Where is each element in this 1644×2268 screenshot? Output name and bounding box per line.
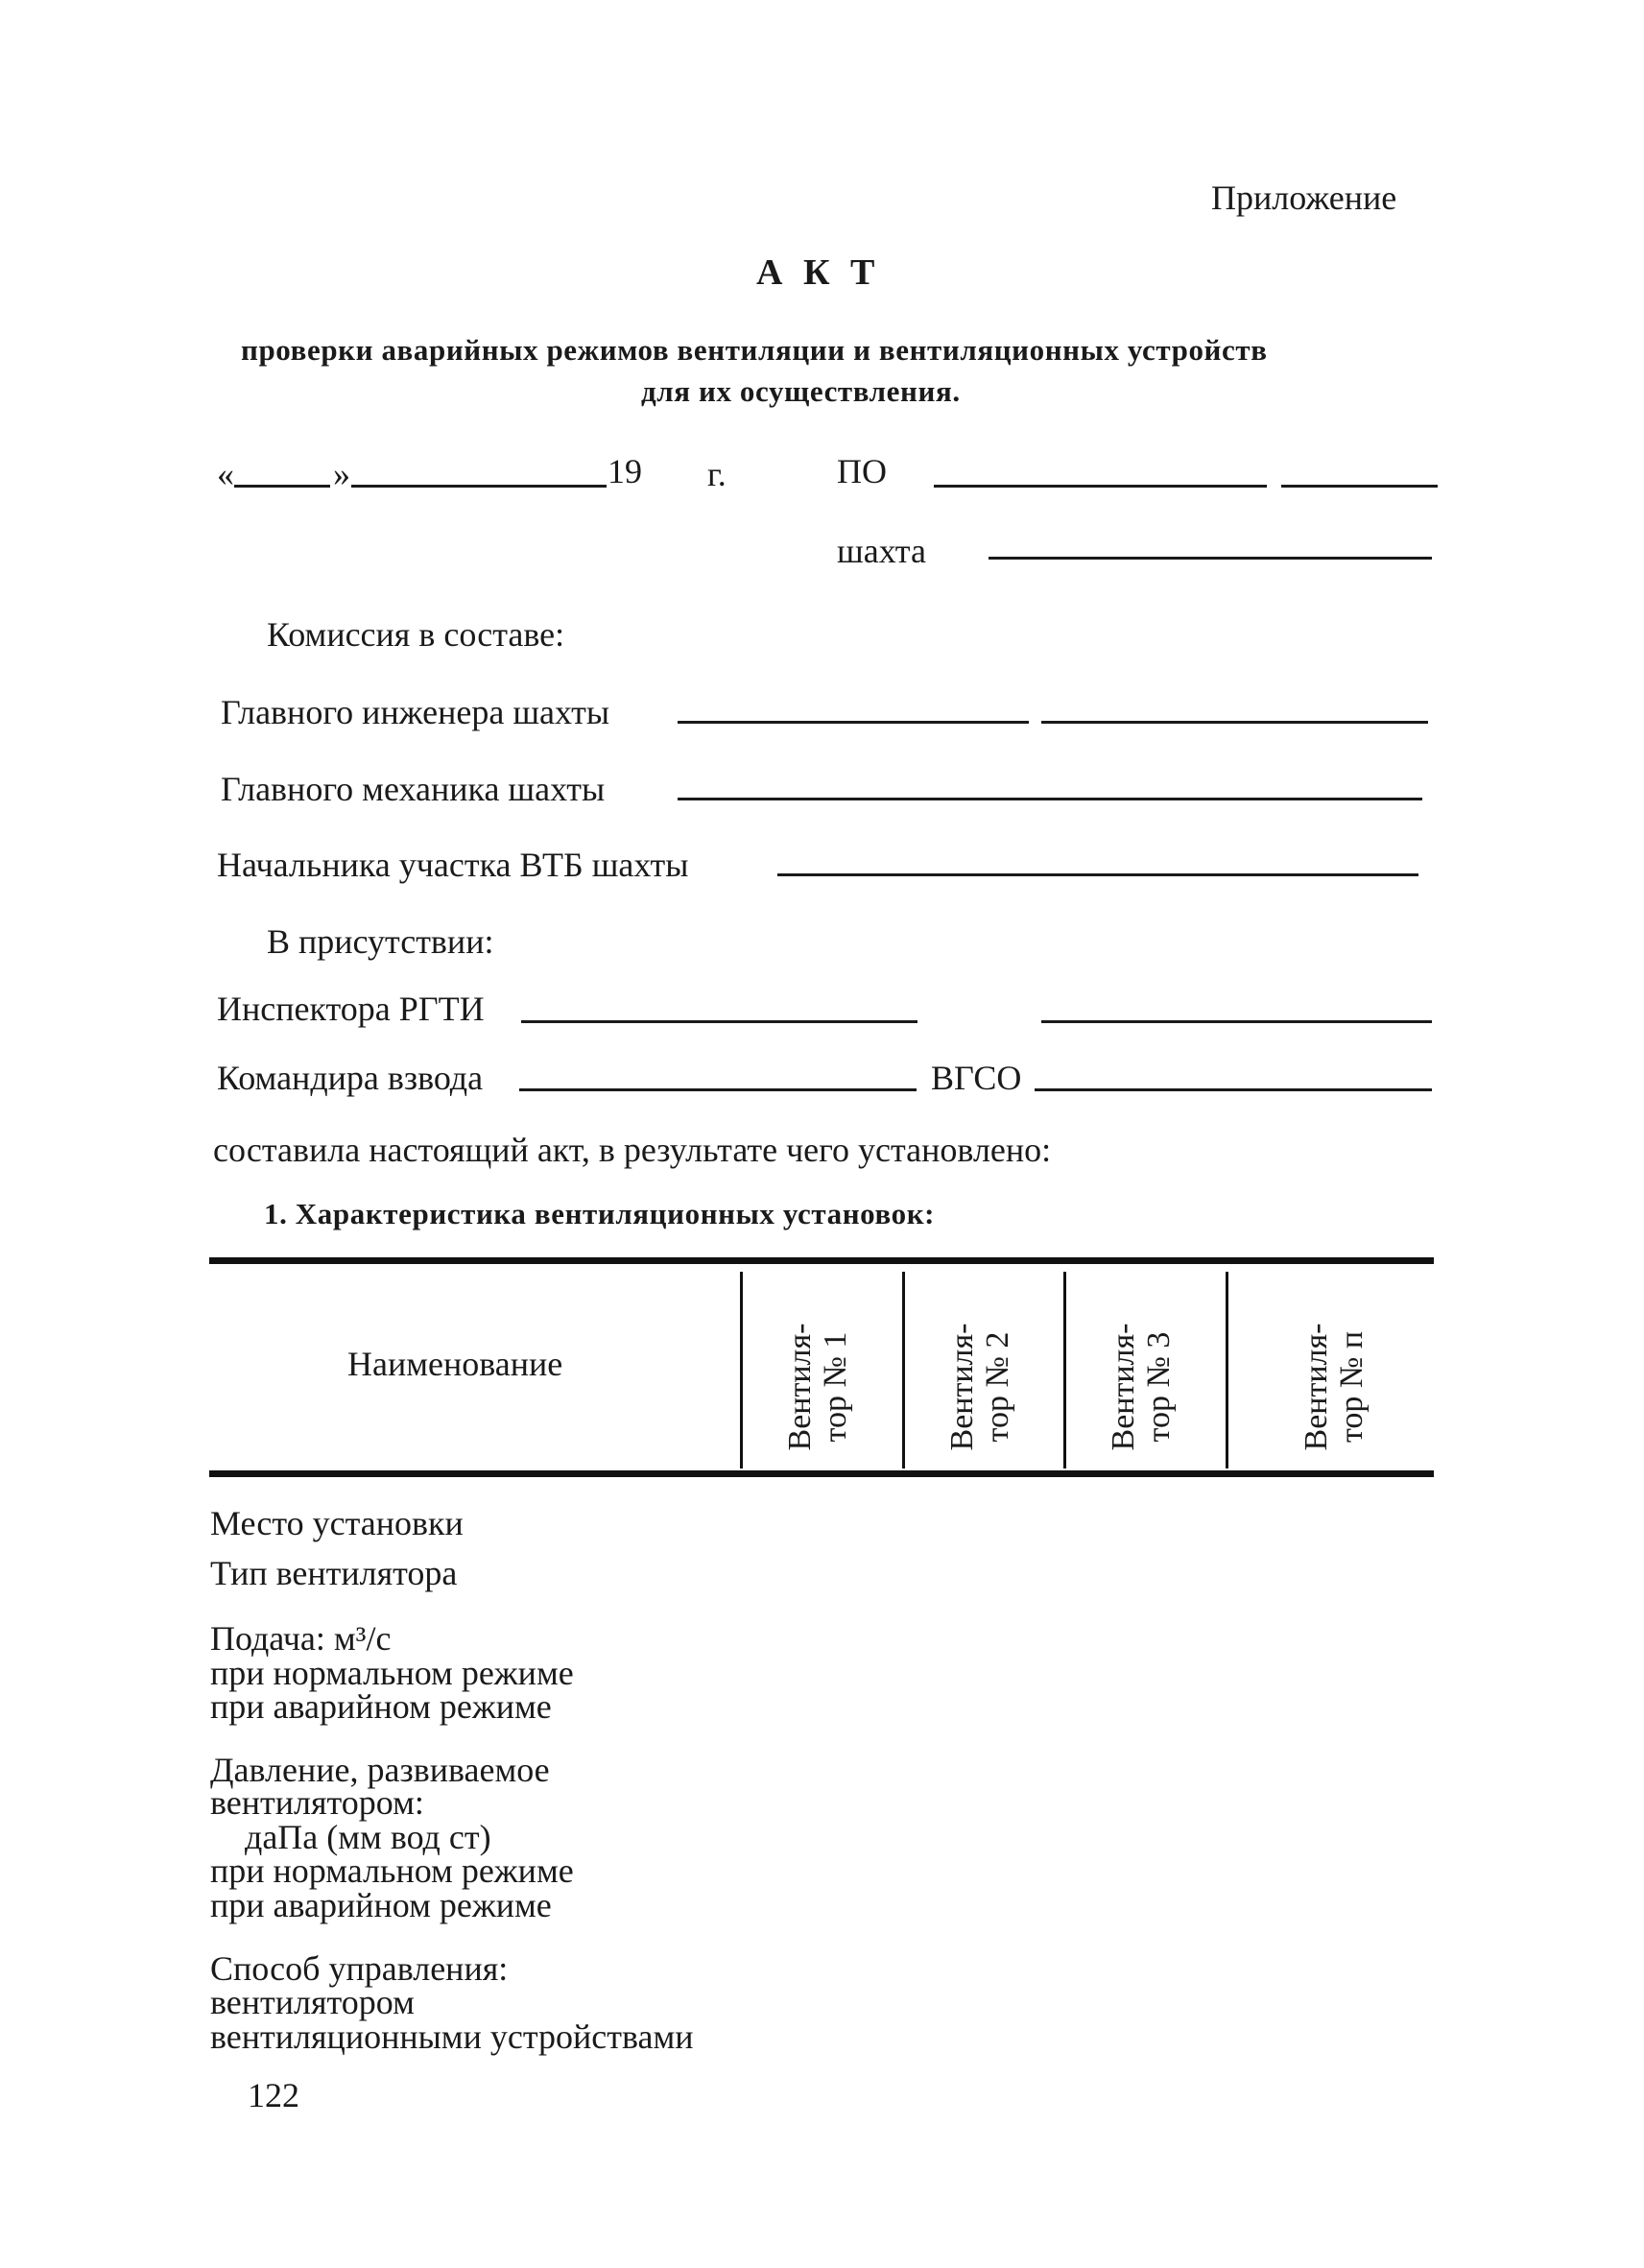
chief-mechanic-blank [678, 798, 1422, 800]
row-supply-normal: при нормальном режиме [210, 1654, 574, 1692]
vgso-label: ВГСО [931, 1059, 1022, 1097]
fan-1-header-line-2: тор № 1 [818, 1331, 853, 1443]
table-column-divider [1226, 1272, 1228, 1468]
appendix-label: Приложение [1211, 179, 1397, 217]
month-blank-line [351, 485, 607, 488]
presence-intro: В присутствии: [267, 922, 494, 961]
name-column-header: Наименование [347, 1345, 563, 1383]
date-open-quote: « [217, 455, 234, 493]
table-header-bottom-rule [209, 1470, 1434, 1477]
fan-n-header [1299, 1305, 1375, 1468]
po-blank-line-2 [1281, 485, 1438, 488]
row-pressure-units: даПа (мм вод ст) [245, 1818, 491, 1856]
chief-mechanic-label: Главного механика шахты [221, 770, 606, 808]
page-number: 122 [248, 2076, 299, 2114]
subtitle-line-2: для их осуществления. [641, 374, 961, 408]
commission-intro: Комиссия в составе: [267, 615, 565, 654]
fan-n-header-line-1: Вентиля- [1299, 1323, 1334, 1451]
fan-1-header-line-1: Вентиля- [782, 1323, 818, 1451]
row-pressure-label-1: Давление, развиваемое [210, 1751, 550, 1789]
conclusion-text: составила настоящий акт, в результате чего установлено: [213, 1131, 1052, 1169]
day-blank-line [234, 485, 330, 488]
fan-2-header-line-1: Вентиля- [944, 1323, 980, 1451]
fan-2-header-line-2: тор № 2 [980, 1331, 1015, 1443]
table-column-divider [902, 1272, 905, 1468]
po-blank-line-1 [934, 485, 1267, 488]
vtb-head-label: Начальника участка ВТБ шахты [217, 846, 689, 884]
row-pressure-normal: при нормальном режиме [210, 1851, 574, 1890]
commander-label: Командира взвода [217, 1059, 484, 1097]
vgso-blank [1035, 1088, 1432, 1091]
inspector-blank-2 [1041, 1020, 1432, 1023]
subtitle-line-1: проверки аварийных режимов вентиляции и вентиляционных устройств [241, 333, 1268, 367]
chief-engineer-blank-1 [678, 721, 1029, 724]
row-fan-type: Тип вентилятора [210, 1554, 458, 1592]
row-supply-emergency: при аварийном режиме [210, 1687, 552, 1726]
table-column-divider [1063, 1272, 1066, 1468]
fan-1-header [782, 1305, 859, 1468]
table-column-divider [740, 1272, 743, 1468]
mine-blank-line [989, 557, 1432, 560]
commander-blank [519, 1088, 917, 1091]
row-pressure-emergency: при аварийном режиме [210, 1886, 552, 1924]
po-label: ПО [837, 452, 887, 490]
row-location: Место установки [210, 1504, 464, 1542]
year-prefix: 19 [608, 452, 642, 490]
inspector-blank-1 [521, 1020, 917, 1023]
fan-3-header-line-2: тор № 3 [1141, 1331, 1177, 1443]
mine-label: шахта [837, 532, 926, 570]
fan-2-header [944, 1305, 1021, 1468]
row-control-fan: вентилятором [210, 1983, 415, 2021]
chief-engineer-label: Главного инженера шахты [221, 693, 610, 731]
row-control-label: Способ управления: [210, 1949, 509, 1988]
row-control-devices: вентиляционными устройствами [210, 2017, 694, 2056]
row-supply-label: Подача: м³/с [210, 1619, 392, 1658]
document-title: А К Т [756, 252, 881, 293]
table-top-rule [209, 1257, 1434, 1264]
section-1-title: 1. Характеристика вентиляционных установок: [264, 1197, 936, 1230]
fan-3-header [1106, 1305, 1182, 1468]
fan-n-header-line-2: тор № п [1334, 1330, 1370, 1444]
vtb-head-blank [777, 873, 1418, 876]
year-suffix: г. [707, 455, 727, 493]
fan-3-header-line-1: Вентиля- [1106, 1323, 1141, 1451]
inspector-label: Инспектора РГТИ [217, 990, 485, 1028]
chief-engineer-blank-2 [1041, 721, 1428, 724]
row-pressure-label-2: вентилятором: [210, 1783, 424, 1822]
date-close-quote: » [333, 455, 350, 493]
